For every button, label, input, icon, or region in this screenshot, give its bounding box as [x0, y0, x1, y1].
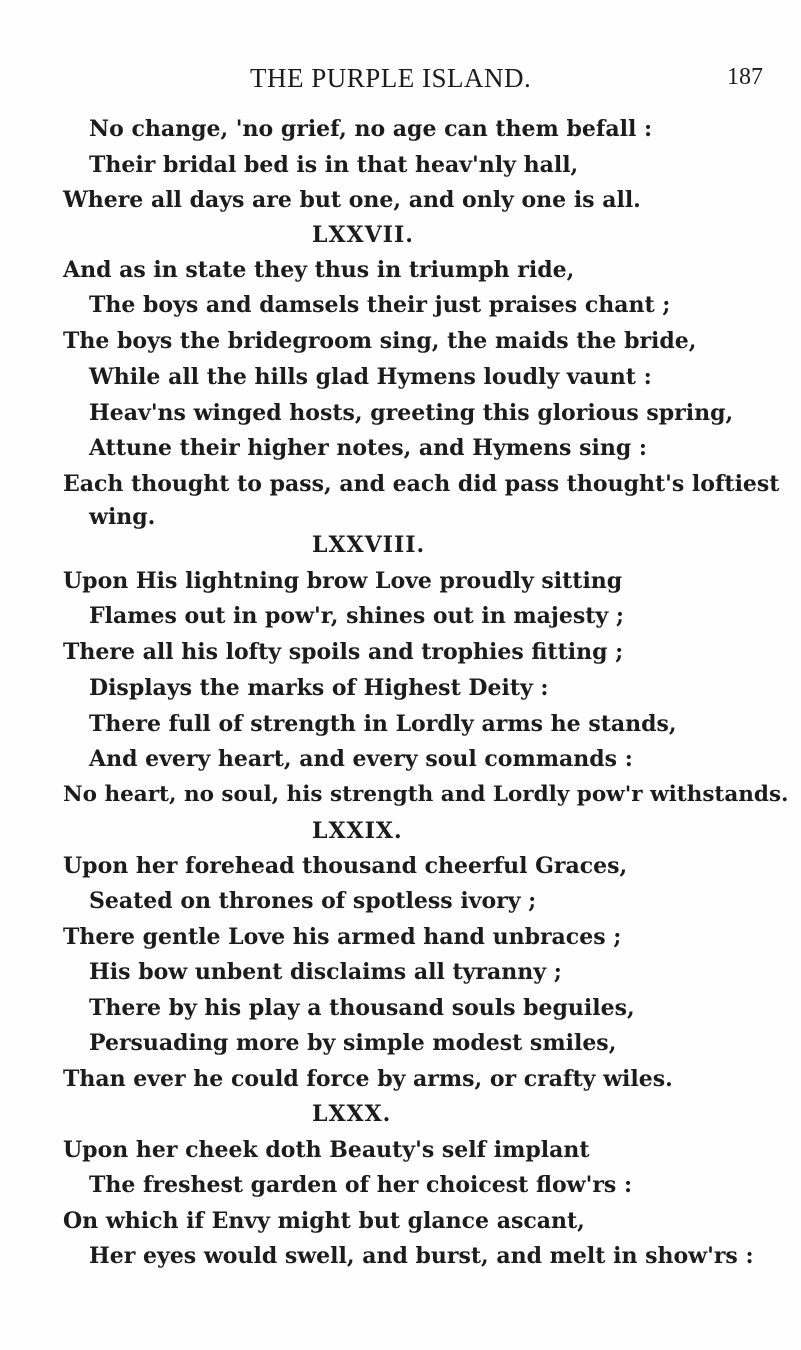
- verse-line: On which if Envy might but glance ascant,: [63, 1208, 585, 1234]
- verse-line: And every heart, and every soul commands :: [89, 746, 633, 772]
- verse-line: The boys and damsels their just praises chant ;: [89, 292, 671, 318]
- verse-line: Flames out in pow'r, shines out in majesty ;: [89, 603, 624, 629]
- verse-line: His bow unbent disclaims all tyranny ;: [89, 959, 562, 985]
- verse-line: No heart, no soul, his strength and Lordly pow'r withstands.: [63, 782, 789, 807]
- verse-line: There by his play a thousand souls beguiles,: [89, 995, 635, 1021]
- verse-line: Attune their higher notes, and Hymens sing :: [89, 435, 648, 461]
- verse-line: Upon her forehead thousand cheerful Graces,: [63, 853, 628, 879]
- verse-line: Persuading more by simple modest smiles,: [89, 1030, 617, 1056]
- verse-line: While all the hills glad Hymens loudly vaunt :: [89, 364, 652, 390]
- verse-line: The freshest garden of her choicest flow'rs :: [89, 1172, 633, 1198]
- verse-line: There all his lofty spoils and trophies fitting ;: [63, 639, 624, 665]
- verse-line: Their bridal bed is in that heav'nly hall,: [89, 152, 579, 178]
- verse-line: Displays the marks of Highest Deity :: [89, 675, 549, 701]
- verse-line: The boys the bridegroom sing, the maids the bride,: [63, 328, 697, 354]
- verse-line: Seated on thrones of spotless ivory ;: [89, 888, 537, 914]
- verse-line: Each thought to pass, and each did pass thought's loftiest: [63, 471, 780, 497]
- page-number: 187: [727, 64, 763, 90]
- verse-line: There full of strength in Lordly arms he stands,: [89, 711, 677, 737]
- verse-line: There gentle Love his armed hand unbraces ;: [63, 924, 622, 950]
- verse-line: Than ever he could force by arms, or crafty wiles.: [63, 1066, 673, 1092]
- verse-line: Her eyes would swell, and burst, and melt in show'rs :: [89, 1243, 754, 1269]
- stanza-number: LXXX.: [312, 1101, 392, 1127]
- stanza-number: LXXVII.: [312, 222, 414, 248]
- verse-line: No change, 'no grief, no age can them befall :: [89, 116, 653, 142]
- verse-line: Heav'ns winged hosts, greeting this glorious spring,: [89, 400, 734, 426]
- verse-line: Upon her cheek doth Beauty's self implant: [63, 1137, 590, 1163]
- stanza-number: LXXVIII.: [312, 532, 426, 558]
- stanza-number: LXXIX.: [312, 818, 403, 844]
- verse-line: And as in state they thus in triumph ride,: [63, 257, 575, 283]
- verse-line: Upon His lightning brow Love proudly sitting: [63, 568, 623, 594]
- verse-line: Where all days are but one, and only one is all.: [63, 187, 641, 213]
- running-head: THE PURPLE ISLAND.: [250, 63, 532, 93]
- verse-line-runover: wing.: [89, 504, 156, 530]
